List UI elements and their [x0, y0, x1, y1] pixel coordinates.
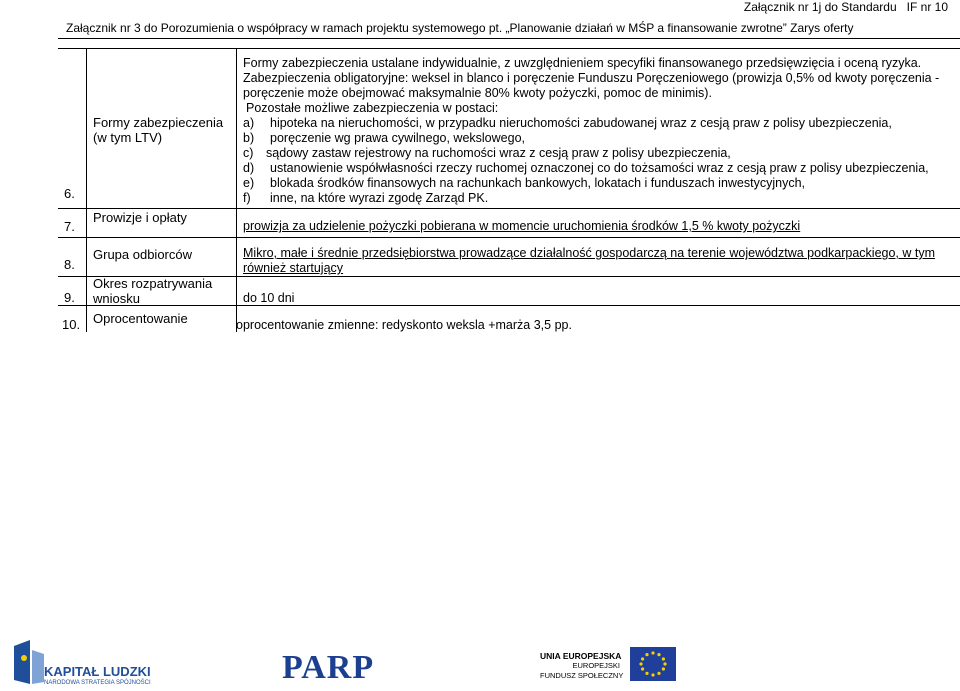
- review-period-text: do 10 dni: [243, 291, 295, 305]
- column-divider: [86, 48, 87, 332]
- table-rule: [58, 237, 960, 238]
- table-rule: [58, 208, 960, 209]
- list-item: [243, 146, 929, 161]
- column-divider: [236, 48, 237, 332]
- parp-logo: [282, 650, 392, 690]
- document-subtitle: Załącznik nr 3 do Porozumienia o współpracy w ramach projektu systemowego pt. „Planowanie działań w MŚP a finansowanie zwrotne” Zarys oferty: [66, 21, 854, 35]
- eu-line: UNIA EUROPEJSKA: [540, 651, 622, 661]
- table-rule: [58, 48, 960, 49]
- list-item: [243, 191, 929, 206]
- list-text: ustanowienie współwłasności rzeczy ruchomej oznaczonej co do tożsamości wraz z cesją praw z polisy ubezpieczenia,: [270, 161, 929, 175]
- list-item: [243, 116, 929, 131]
- list-marker: d): [243, 161, 255, 175]
- row-number: 7.: [64, 219, 75, 234]
- list-text: poręczenie wg prawa cywilnego, wekslowego,: [270, 131, 525, 145]
- security-options-list: [243, 116, 929, 206]
- document-annex-reference: Załącznik nr 1j do Standardu IF nr 10: [743, 0, 948, 14]
- eu-line: FUNDUSZ SPOŁECZNY: [540, 671, 624, 680]
- list-text: blokada środków finansowych na rachunkach bankowych, lokatach i funduszach inwestycyjnych,: [270, 176, 806, 190]
- parp-wordmark: PARP: [282, 649, 375, 686]
- recipients-text: Mikro, małe i średnie przedsiębiorstwa prowadzące działalność gospodarczą na terenie województwa podkarpackiego, w tym: [243, 246, 936, 260]
- eu-flag-icon: [630, 647, 676, 681]
- list-item: [243, 161, 929, 176]
- row-label-interest: Oprocentowanie: [93, 311, 188, 326]
- security-intro: Formy zabezpieczenia ustalane indywidualnie, z uwzględnieniem specyfiki finansowanego przedsięwzięcia i oceną ryzyka.: [243, 56, 922, 70]
- row-number: 8.: [64, 257, 75, 272]
- interest-text: oprocentowanie zmienne: redyskonto weksla +marża 3,5 pp.: [236, 318, 572, 332]
- security-mandatory-cont: poręczenie może obejmować maksymalnie 80% kwoty pożyczki, pomoc de minimis).: [243, 86, 712, 100]
- list-item: [243, 176, 929, 191]
- fees-text: prowizja za udzielenie pożyczki pobierana w momencie uruchomienia środków 1,5 % kwoty pożyczki: [243, 219, 801, 233]
- list-text: inne, na które wyrazi zgodę Zarząd PK.: [270, 191, 489, 205]
- kl-title: KAPITAŁ LUDZKI: [44, 664, 151, 679]
- header-rule: [58, 38, 960, 39]
- list-marker: a): [243, 116, 255, 130]
- row-number: 10.: [62, 317, 81, 332]
- list-marker: f): [243, 191, 251, 205]
- row-label-line: wniosku: [93, 291, 140, 306]
- row-label-line: (w tym LTV): [93, 130, 163, 145]
- recipients-text-cont: również startujący: [243, 261, 344, 275]
- list-marker: c): [243, 146, 254, 160]
- row-label-line: Formy zabezpieczenia: [93, 115, 224, 130]
- row-label-recipients: Grupa odbiorców: [93, 247, 192, 262]
- kapital-ludzki-emblem-icon: [8, 640, 48, 686]
- kapital-ludzki-logo: [8, 640, 178, 688]
- eu-line: EUROPEJSKI: [572, 661, 620, 670]
- list-marker: b): [243, 131, 255, 145]
- security-other-heading: Pozostałe możliwe zabezpieczenia w postaci:: [246, 101, 499, 115]
- kl-subtitle: NARODOWA STRATEGIA SPÓJNOŚCI: [44, 680, 151, 686]
- list-text: sądowy zastaw rejestrowy na ruchomości wraz z cesją praw z polisy ubezpieczenia,: [266, 146, 731, 160]
- eu-logo: [540, 645, 680, 690]
- row-number: 6.: [64, 186, 75, 201]
- list-marker: e): [243, 176, 255, 190]
- row-label-security: [93, 115, 223, 145]
- row-number: 9.: [64, 290, 75, 305]
- list-text: hipoteka na nieruchomości, w przypadku nieruchomości zabudowanej wraz z cesją praw z polisy ubezpieczenia,: [270, 116, 892, 130]
- list-item: [243, 131, 929, 146]
- eu-text: [540, 651, 624, 681]
- row-label-line: Okres rozpatrywania: [93, 276, 213, 291]
- security-mandatory: Zabezpieczenia obligatoryjne: weksel in blanco i poręczenie Funduszu Poręczeniowego (prowizja 0,5% od kwoty poręczenia -: [243, 71, 940, 85]
- row-label-fees: Prowizje i opłaty: [93, 210, 187, 225]
- row-label-review-period: [93, 276, 212, 306]
